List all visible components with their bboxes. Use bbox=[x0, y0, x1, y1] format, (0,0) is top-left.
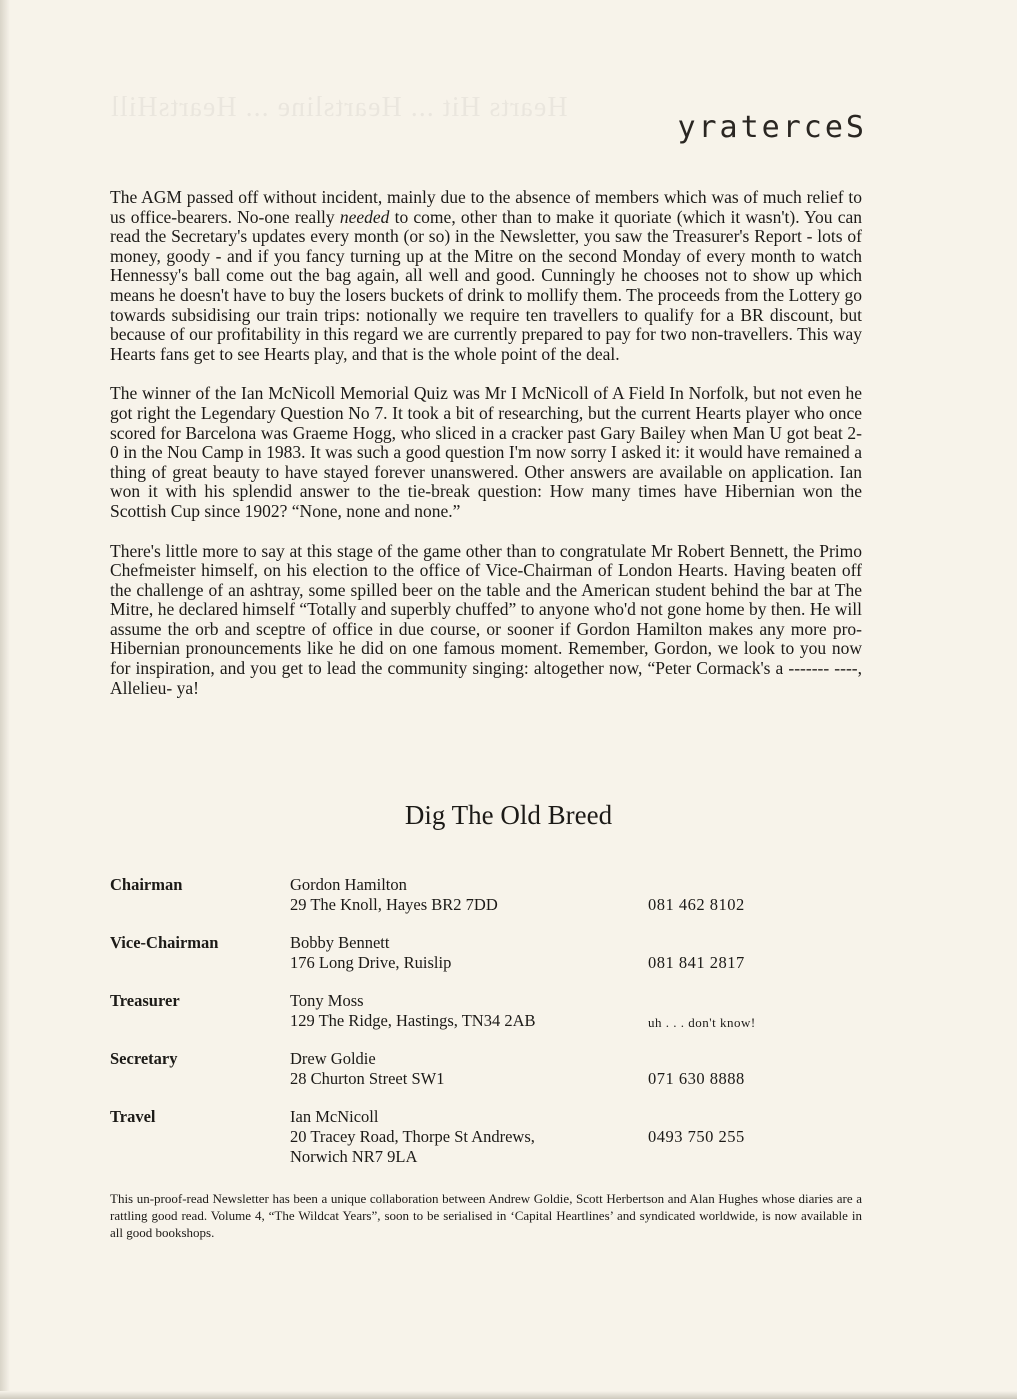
page-bottom-edge bbox=[0, 1391, 1017, 1399]
page-edge bbox=[0, 0, 10, 1399]
section-title: yraterceS bbox=[677, 110, 867, 145]
officer-role: Travel bbox=[110, 1107, 156, 1126]
officer-name: Gordon Hamilton bbox=[290, 875, 407, 894]
officer-phone: 0493 750 255 bbox=[648, 1127, 745, 1146]
officer-contact bbox=[290, 991, 536, 1031]
officer-phone: 081 841 2817 bbox=[648, 953, 745, 972]
officer-role: Chairman bbox=[110, 875, 183, 894]
paragraph-vice-chairman: There's little more to say at this stage of the game other than to congratulate Mr Robert Bennett, the Primo Chefmeister himself, on his election to the office of Vice-Chairman of London Hearts. Having beaten off the challenge of an ashtray, some spilled beer on the table and the American student behind the bar at The Mitre, he declared himself “Totally and superbly chuffed” to anyone who'd not gone home by then. He will assume the orb and sceptre of office in due course, or sooner if Gordon Hamilton makes any more pro-Hibernian pronouncements like he did on one famous moment. Remember, Gordon, we look to you now for inspiration, and you get to lead the community singing: altogether now, “Peter Cormack's a ------- ----, Allelieu- ya! bbox=[110, 540, 862, 698]
officer-row-treasurer bbox=[110, 991, 810, 1049]
officer-row-vice-chairman bbox=[110, 933, 810, 991]
bleed-through-text: Hearts Hit ... Heartsline ... HeartsHill bbox=[110, 92, 568, 123]
officer-row-travel bbox=[110, 1107, 810, 1187]
officer-name: Tony Moss bbox=[290, 991, 364, 1010]
officer-name: Ian McNicoll bbox=[290, 1107, 379, 1126]
officer-address: 29 The Knoll, Hayes BR2 7DD bbox=[290, 895, 498, 914]
officer-name: Bobby Bennett bbox=[290, 933, 390, 952]
officer-address: 28 Churton Street SW1 bbox=[290, 1069, 445, 1088]
footer-note: This un-proof-read Newsletter has been a unique collaboration between Andrew Goldie, Scott Herbertson and Alan Hughes whose diaries are a rattling good read. Volume 4, “The Wildcat Years”, soon to be serialised in ‘Capital Heartlines’ and syndicated worldwide, is now available in all good bookshops. bbox=[110, 1191, 862, 1240]
officer-role: Vice-Chairman bbox=[110, 933, 219, 952]
officer-role: Secretary bbox=[110, 1049, 178, 1068]
officer-contact bbox=[290, 875, 498, 915]
article-body bbox=[110, 188, 862, 718]
officer-phone: 071 630 8888 bbox=[648, 1069, 745, 1088]
officer-name: Drew Goldie bbox=[290, 1049, 376, 1068]
paragraph-quiz: The winner of the Ian McNicoll Memorial Quiz was Mr I McNicoll of A Field In Norfolk, but not even he got right the Legendary Question No 7. It took a bit of researching, but the current Hearts player who once scored for Barcelona was Graeme Hogg, who sliced in a cracker past Gary Bailey when Man U got beat 2-0 in the Nou Camp in 1983. It was such a good question I'm now sorry I asked it: it would have remained a thing of great beauty to have stayed forever unanswered. Other answers are available on application. Ian won it with his splendid answer to the tie-break question: How many times have Hibernian won the Scottish Cup since 1902? “None, none and none.” bbox=[110, 383, 862, 521]
officer-row-secretary bbox=[110, 1049, 810, 1107]
officer-contact bbox=[290, 1107, 535, 1167]
officer-address: 129 The Ridge, Hastings, TN34 2AB bbox=[290, 1011, 536, 1030]
emphasis-word: needed bbox=[339, 206, 390, 227]
officer-contact bbox=[290, 1049, 444, 1089]
officer-contact bbox=[290, 933, 451, 973]
officer-address: 176 Long Drive, Ruislip bbox=[290, 953, 452, 972]
officer-address: 20 Tracey Road, Thorpe St Andrews, bbox=[290, 1127, 535, 1146]
officer-address-line-2: Norwich NR7 9LA bbox=[290, 1147, 418, 1166]
paragraph-agm: The AGM passed off without incident, mainly due to the absence of members which was of much relief to us office-bearers. No-one really needed to come, other than to make it quoriate (which it wasn't). You can read the Secretary's updates every month (or so) in the Newsletter, you saw the Treasurer's Report - lots of money, goody - and if you fancy turning up at the Mitre on the second Monday of every month to watch Hennessy's ball come out the bag again, all well and good. Cunningly he chooses not to show up which means he doesn't have to buy the losers buckets of drink to mollify them. The proceeds from the Lottery go towards subsidising our train trips: notionally we require ten travellers to qualify for a BR discount, but because of our profitability in this regard we are currently prepared to pay for two non-travellers. This way Hearts fans get to see Hearts play, and that is the whole point of the deal. bbox=[110, 187, 862, 364]
officers-list bbox=[110, 875, 810, 1187]
officers-heading: Dig The Old Breed bbox=[404, 800, 613, 830]
officer-role: Treasurer bbox=[110, 991, 180, 1010]
officer-row-chairman bbox=[110, 875, 810, 933]
officer-phone: uh . . . don't know! bbox=[648, 1015, 756, 1030]
officer-phone: 081 462 8102 bbox=[648, 895, 745, 914]
